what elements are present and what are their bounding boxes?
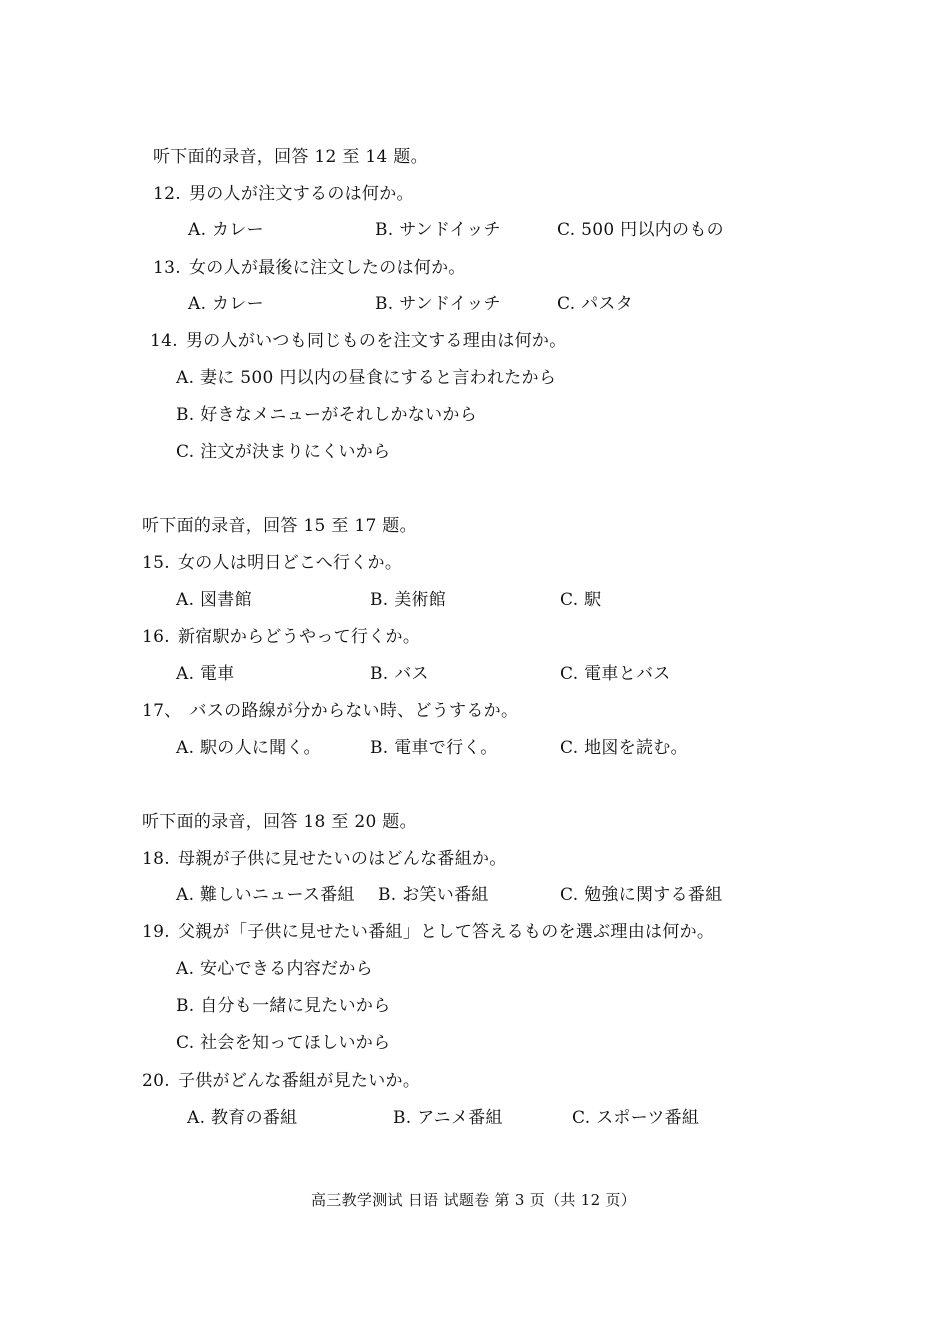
question-18	[142, 848, 507, 870]
question-17	[142, 700, 518, 722]
page-footer: 高三教学测试 日语 试题卷 第 3 页（共 12 页）	[311, 1191, 637, 1209]
question-text: 男の人が注文するのは何か。	[188, 184, 414, 204]
question-20	[142, 1070, 420, 1092]
question-number: 12.	[153, 184, 181, 204]
question-16	[142, 626, 420, 648]
question-15	[142, 552, 402, 574]
option-17c[interactable]: C. 地図を読む。	[560, 738, 688, 758]
section-instruction: 听下面的录音，回答 15 至 17 题。	[142, 516, 417, 536]
option-15a[interactable]: A. 図書館	[176, 590, 252, 610]
option-19b[interactable]: B. 自分も一緒に見たいから	[176, 996, 391, 1016]
question-13	[153, 257, 466, 279]
option-20b[interactable]: B. アニメ番組	[393, 1108, 503, 1128]
option-12a[interactable]: A. カレー	[188, 220, 264, 240]
question-text: 子供がどんな番組が見たいか。	[177, 1071, 421, 1091]
question-number: 14.	[150, 331, 178, 351]
option-14a[interactable]: A. 妻に 500 円以内の昼食にすると言われたから	[176, 368, 557, 388]
option-17a[interactable]: A. 駅の人に聞く。	[176, 738, 321, 758]
option-12c[interactable]: C. 500 円以内のもの	[557, 220, 724, 240]
option-12b[interactable]: B. サンドイッチ	[375, 220, 501, 240]
option-15b[interactable]: B. 美術館	[370, 590, 447, 610]
option-16c[interactable]: C. 電車とバス	[560, 664, 671, 684]
option-16a[interactable]: A. 電車	[176, 664, 235, 684]
option-19a[interactable]: A. 安心できる内容だから	[176, 959, 373, 979]
question-text: 父親が「子供に見せたい番組」として答えるものを選ぶ理由は何か。	[177, 922, 715, 942]
question-12	[153, 183, 414, 205]
question-text: バスの路線が分からない時、どうするか。	[189, 701, 519, 721]
option-15c[interactable]: C. 駅	[560, 590, 602, 610]
question-number: 20.	[142, 1071, 170, 1091]
section-instruction: 听下面的录音，回答 12 至 14 题。	[153, 147, 428, 167]
option-14c[interactable]: C. 注文が決まりにくいから	[176, 442, 391, 462]
question-number: 17、	[142, 701, 182, 721]
question-number: 18.	[142, 849, 170, 869]
option-13a[interactable]: A. カレー	[188, 294, 264, 314]
question-text: 女の人は明日どこへ行くか。	[177, 553, 403, 573]
question-number: 16.	[142, 627, 170, 647]
option-18b[interactable]: B. お笑い番組	[378, 885, 489, 905]
section-instruction: 听下面的录音，回答 18 至 20 题。	[142, 812, 417, 832]
option-13b[interactable]: B. サンドイッチ	[375, 294, 501, 314]
option-18a[interactable]: A. 難しいニュース番組	[176, 885, 355, 905]
option-17b[interactable]: B. 電車で行く。	[370, 738, 498, 758]
question-19	[142, 921, 714, 943]
option-20a[interactable]: A. 教育の番組	[187, 1108, 298, 1128]
question-text: 母親が子供に見せたいのはどんな番組か。	[177, 849, 507, 869]
option-19c[interactable]: C. 社会を知ってほしいから	[176, 1033, 391, 1053]
option-20c[interactable]: C. スポーツ番組	[572, 1108, 700, 1128]
question-text: 新宿駅からどうやって行くか。	[177, 627, 421, 647]
question-text: 女の人が最後に注文したのは何か。	[188, 258, 466, 278]
option-18c[interactable]: C. 勉強に関する番組	[560, 885, 723, 905]
question-text: 男の人がいつも同じものを注文する理由は何か。	[185, 331, 567, 351]
option-13c[interactable]: C. パスタ	[557, 294, 634, 314]
option-16b[interactable]: B. バス	[370, 664, 429, 684]
option-14b[interactable]: B. 好きなメニューがそれしかないから	[176, 405, 477, 425]
question-number: 13.	[153, 258, 181, 278]
question-number: 19.	[142, 922, 170, 942]
question-number: 15.	[142, 553, 170, 573]
question-14	[150, 330, 567, 352]
